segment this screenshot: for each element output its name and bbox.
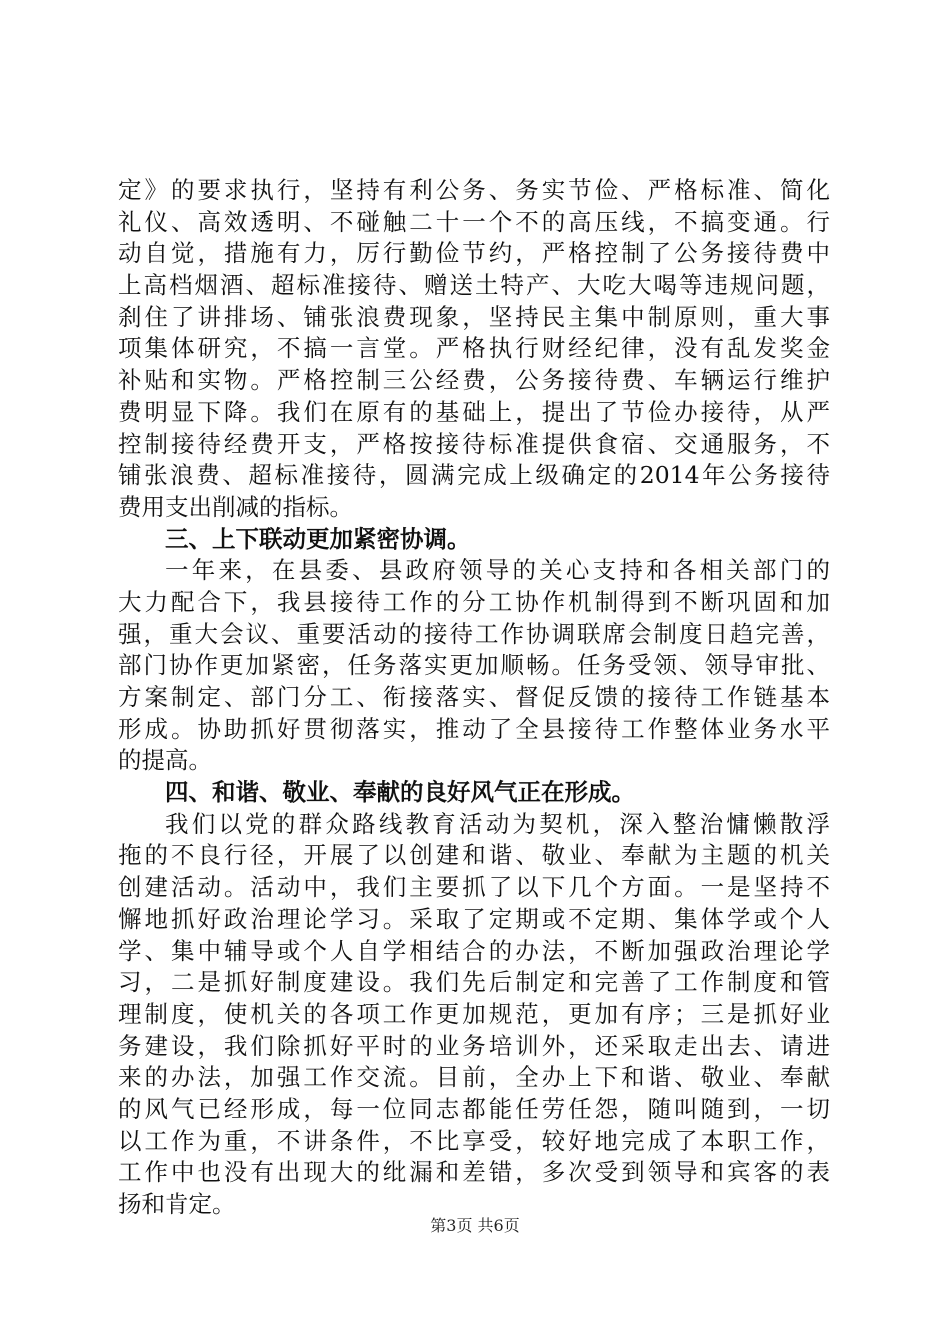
text-line: 一年来，在县委、县政府领导的关心支持和各相关部门的 [165,556,830,585]
text-line: 刹住了讲排场、铺张浪费现象，坚持民主集中制原则，重大事 [118,302,830,331]
text-line: 项集体研究，不搞一言堂。严格执行财经纪律，没有乱发奖金 [118,334,830,363]
text-line: 方案制定、部门分工、衔接落实、督促反馈的接待工作链基本 [118,683,830,711]
text-line: 费明显下降。我们在原有的基础上，提出了节俭办接待，从严 [118,397,830,426]
text-line: 的提高。 [118,746,212,775]
text-line: 铺张浪费、超标准接待，圆满完成上级确定的2014年公务接待 [118,461,830,490]
text-line: 上高档烟酒、超标准接待、赠送土特产、大吃大喝等违规问题， [118,271,830,300]
text-line: 来的办法，加强工作交流。目前，全办上下和谐、敬业、奉献 [118,1063,830,1092]
section-heading: 三、上下联动更加紧密协调。 [165,524,471,553]
text-line: 礼仪、高效透明、不碰触二十一个不的高压线，不搞变通。行 [118,207,830,236]
text-line: 工作中也没有出现大的纰漏和差错，多次受到领导和宾客的表 [118,1158,830,1187]
text-line: 学、集中辅导或个人自学相结合的办法，不断加强政治理论学 [118,936,830,965]
text-line: 理制度，使机关的各项工作更加规范，更加有序；三是抓好业 [118,999,830,1028]
text-line: 我们以党的群众路线教育活动为契机，深入整治慵懒散浮 [165,809,830,838]
text-line: 的风气已经形成，每一位同志都能任劳任怨，随叫随到，一切 [118,1094,830,1123]
text-line: 形成。协助抓好贯彻落实，推动了全县接待工作整体业务水平 [118,714,830,743]
text-line: 大力配合下，我县接待工作的分工协作机制得到不断巩固和加 [118,587,830,616]
page-footer: 第3页 共6页 [430,1216,520,1235]
text-line: 创建活动。活动中，我们主要抓了以下几个方面。一是坚持不 [118,873,830,902]
document-body [118,175,830,1221]
text-line: 定》的要求执行，坚持有利公务、务实节俭、严格标准、简化 [118,176,830,204]
text-line: 扬和肯定。 [118,1190,236,1218]
text-line: 部门协作更加紧密，任务落实更加顺畅。任务受领、领导审批、 [118,651,830,680]
text-line: 拖的不良行径，开展了以创建和谐、敬业、奉献为主题的机关 [118,841,830,870]
text-line: 务建设，我们除抓好平时的业务培训外，还采取走出去、请进 [118,1031,830,1060]
text-line: 控制接待经费开支，严格按接待标准提供食宿、交通服务，不 [118,429,830,458]
text-line: 以工作为重，不讲条件，不比享受，较好地完成了本职工作， [118,1126,830,1155]
section-heading: 四、和谐、敬业、奉献的良好风气正在形成。 [165,778,635,807]
text-line: 懈地抓好政治理论学习。采取了定期或不定期、集体学或个人 [118,904,830,933]
text-line: 补贴和实物。严格控制三公经费，公务接待费、车辆运行维护 [118,366,830,395]
text-line: 强，重大会议、重要活动的接待工作协调联席会制度日趋完善， [118,619,830,648]
text-line: 习，二是抓好制度建设。我们先后制定和完善了工作制度和管 [118,968,830,997]
text-line: 动自觉，措施有力，厉行勤俭节约，严格控制了公务接待费中 [118,239,830,268]
text-line: 费用支出削减的指标。 [118,492,353,521]
